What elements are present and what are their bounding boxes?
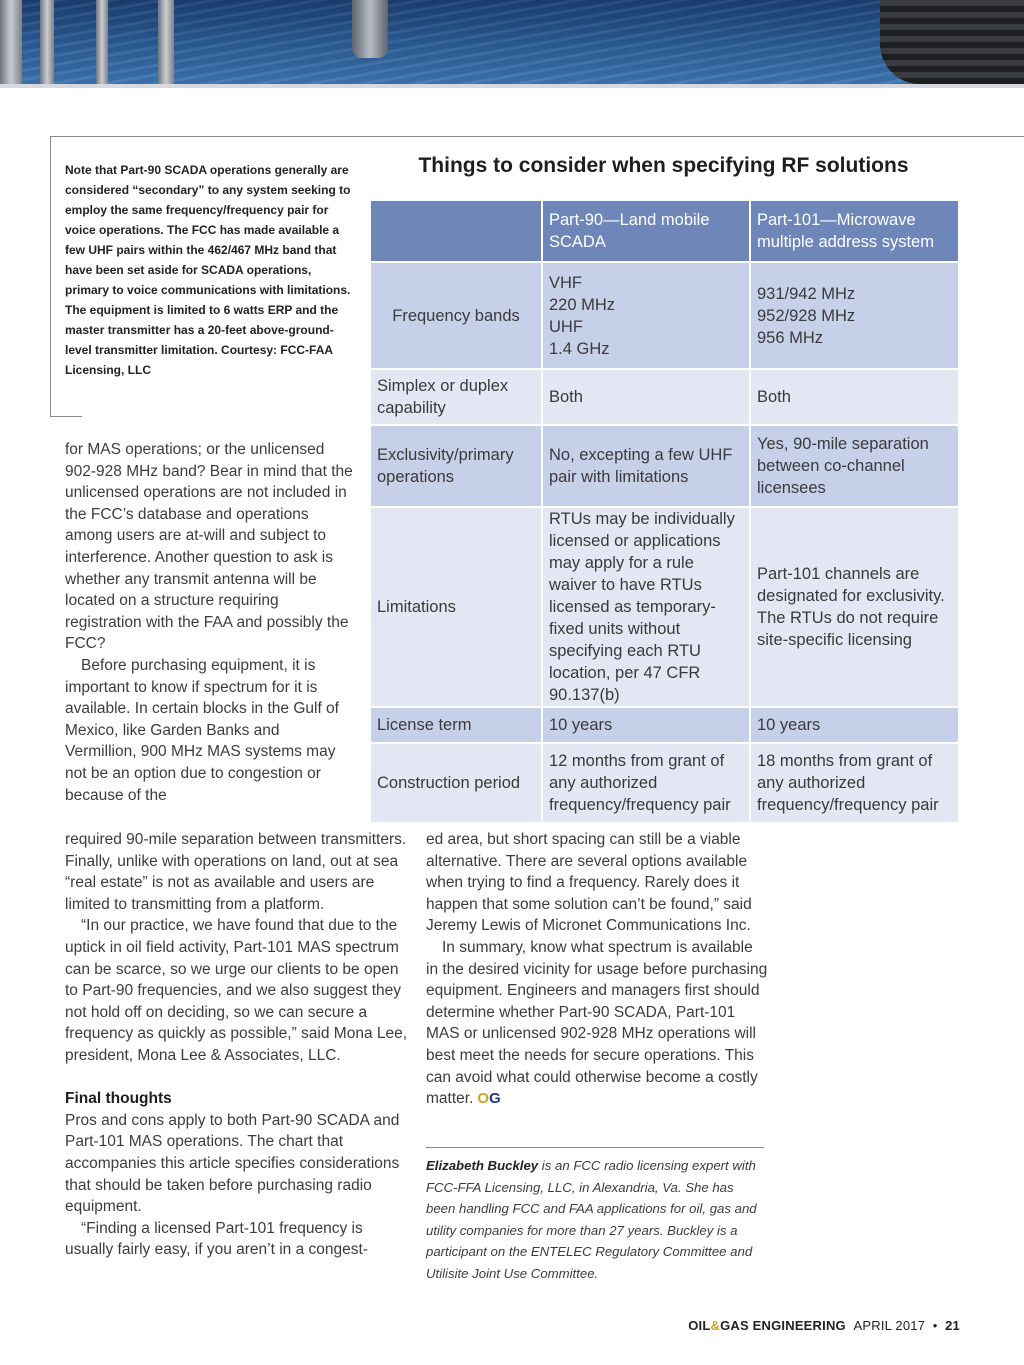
railing-post (40, 0, 54, 88)
table-cell: VHF 220 MHz UHF 1.4 GHz (542, 262, 750, 369)
body-paragraph: for MAS operations; or the unlicensed 902-928 MHz band? Bear in mind that the unlicensed operations are not included in the FCC’s database and operations among users are at-will and subject to interference. Another question to ask is whether any transmit antenna will be located on a structure requiring registration with the FAA and possibly the FCC? (65, 441, 353, 653)
table-cell: No, excepting a few UHF pair with limitations (542, 425, 750, 507)
header-cell: Part-90—Land mobile SCADA (542, 200, 750, 262)
og-logo-icon (477, 1090, 500, 1107)
author-bio (426, 1155, 766, 1285)
issue-date: APRIL 2017 (853, 1318, 926, 1333)
table-row (370, 743, 959, 823)
pub-gas: GAS ENGINEERING (720, 1318, 846, 1333)
body-paragraph: “In our practice, we have found that due to the uptick in oil field activity, Part-101 MAS spectrum can be scarce, so we urge our clients to be open to Part-90 frequencies, and we also suggest they not hold off on deciding, so we can secure a frequency as quickly as possible,” said Mona Lee, president, Mona Lee & Associates, LLC. (65, 917, 408, 1064)
table-cell: 10 years (542, 707, 750, 743)
body-column-left-upper (65, 439, 355, 806)
frame-rule-tick (50, 416, 82, 417)
sea-texture (0, 0, 1024, 88)
author-bio-text: is an FCC radio licensing expert with FCC-FFA Licensing, LLC, in Alexandria, Va. She has been handling FCC and FAA applications for oil, gas and utility companies for more than 27 years. Buckley is a participant on the ENTELEC Regulatory Committee and Utilisite Joint Use Committee. (426, 1158, 757, 1281)
table-cell: Part-101 channels are designated for exclusivity. The RTUs do not require site-specific licensing (750, 507, 959, 707)
table-cell: 12 months from grant of any authorized frequency/frequency pair (542, 743, 750, 823)
body-paragraph: “Finding a licensed Part-101 frequency is usually fairly easy, if you aren’t in a congest- (65, 1219, 368, 1259)
pub-amp: & (710, 1318, 721, 1333)
row-label: Construction period (370, 743, 542, 823)
og-logo-g: G (489, 1090, 501, 1108)
table-title: Things to consider when specifying RF solutions (418, 154, 909, 177)
og-logo-o: O (477, 1090, 490, 1108)
header-cell (370, 200, 542, 262)
body-text: In summary, know what spectrum is available in the desired vicinity for usage before purchasing equipment. Engineers and managers first should determine whether Part-90 SCADA, Part-101 MAS or unlicensed 902-928 MHz operations will best meet the needs for secure operations. This can avoid what could otherwise become a costly matter. (426, 938, 768, 1108)
row-label: Exclusivity/primary operations (370, 425, 542, 507)
railing-post (0, 0, 22, 88)
body-paragraph: required 90-mile separation between transmitters. Finally, unlike with operations on land, out at sea “real estate” is not as available and users are limited to transmitting from a platform. (65, 831, 407, 913)
page-footer (688, 1318, 960, 1333)
frame-rule-left (50, 136, 51, 416)
row-label: License term (370, 707, 542, 743)
pub-oil: OIL (688, 1318, 711, 1333)
railing-post (96, 0, 108, 88)
table-cell: 10 years (750, 707, 959, 743)
table-row (370, 369, 959, 425)
body-column-right (426, 829, 768, 1110)
table-cell: Both (542, 369, 750, 425)
header-cell: Part-101—Microwave multiple address system (750, 200, 959, 262)
bio-divider (426, 1147, 764, 1148)
body-paragraph: Before purchasing equipment, it is important to know if spectrum for it is available. In certain blocks in the Gulf of Mexico, like Garden Banks and Vermillion, 900 MHz MAS systems may not be an option due to congestion or because of the (65, 656, 339, 804)
table-cell: Both (750, 369, 959, 425)
table-row (370, 262, 959, 369)
body-paragraph: Pros and cons apply to both Part-90 SCADA and Part-101 MAS operations. The chart that accompanies this article specifies considerations that should be taken before purchasing radio equipment. (65, 1111, 400, 1216)
body-paragraph (426, 937, 768, 1110)
table-header-row (370, 200, 959, 262)
row-label: Frequency bands (370, 262, 542, 369)
row-label: Limitations (370, 507, 542, 707)
page-number: 21 (945, 1318, 960, 1333)
rf-comparison-table (369, 199, 960, 824)
body-column-left-lower (65, 829, 410, 1261)
section-heading: Final thoughts (65, 1090, 172, 1108)
figure-caption: Note that Part-90 SCADA operations generally are considered “secondary” to any system seeking to employ the same frequency/frequency pair for voice operations. The FCC has made available a few UHF pairs within the 462/467 MHz band that have been set aside for SCADA operations, primary to voice communications with limitations. The equipment is limited to 6 watts ERP and the master transmitter has a 20-feet above-ground-level transmitter limitation. Courtesy: FCC-FAA Licensing, LLC (65, 163, 351, 377)
fender-shape (880, 0, 1024, 84)
table-row (370, 707, 959, 743)
table-cell: RTUs may be individually licensed or applications may apply for a rule waiver to have RTUs licensed as temporary-fixed units without specifying each RTU location, per 47 CFR 90.137(b) (542, 507, 750, 707)
table-row (370, 507, 959, 707)
table-cell: 931/942 MHz 952/928 MHz 956 MHz (750, 262, 959, 369)
footer-separator: • (932, 1318, 938, 1333)
deck-edge (0, 84, 1024, 88)
row-label: Simplex or duplex capability (370, 369, 542, 425)
author-name: Elizabeth Buckley (426, 1158, 539, 1173)
table-cell: 18 months from grant of any authorized frequency/frequency pair (750, 743, 959, 823)
table-row (370, 425, 959, 507)
header-photo (0, 0, 1024, 88)
publication-name (688, 1318, 846, 1333)
table-cell: Yes, 90-mile separation between co-channel licensees (750, 425, 959, 507)
railing-post (158, 0, 174, 88)
body-paragraph: ed area, but short spacing can still be a viable alternative. There are several options available when trying to find a frequency. Rarely does it happen that some solution can’t be found,” said Jeremy Lewis of Micronet Communications Inc. (426, 831, 752, 935)
frame-rule-top (50, 136, 1024, 137)
equipment-shape (352, 0, 388, 58)
